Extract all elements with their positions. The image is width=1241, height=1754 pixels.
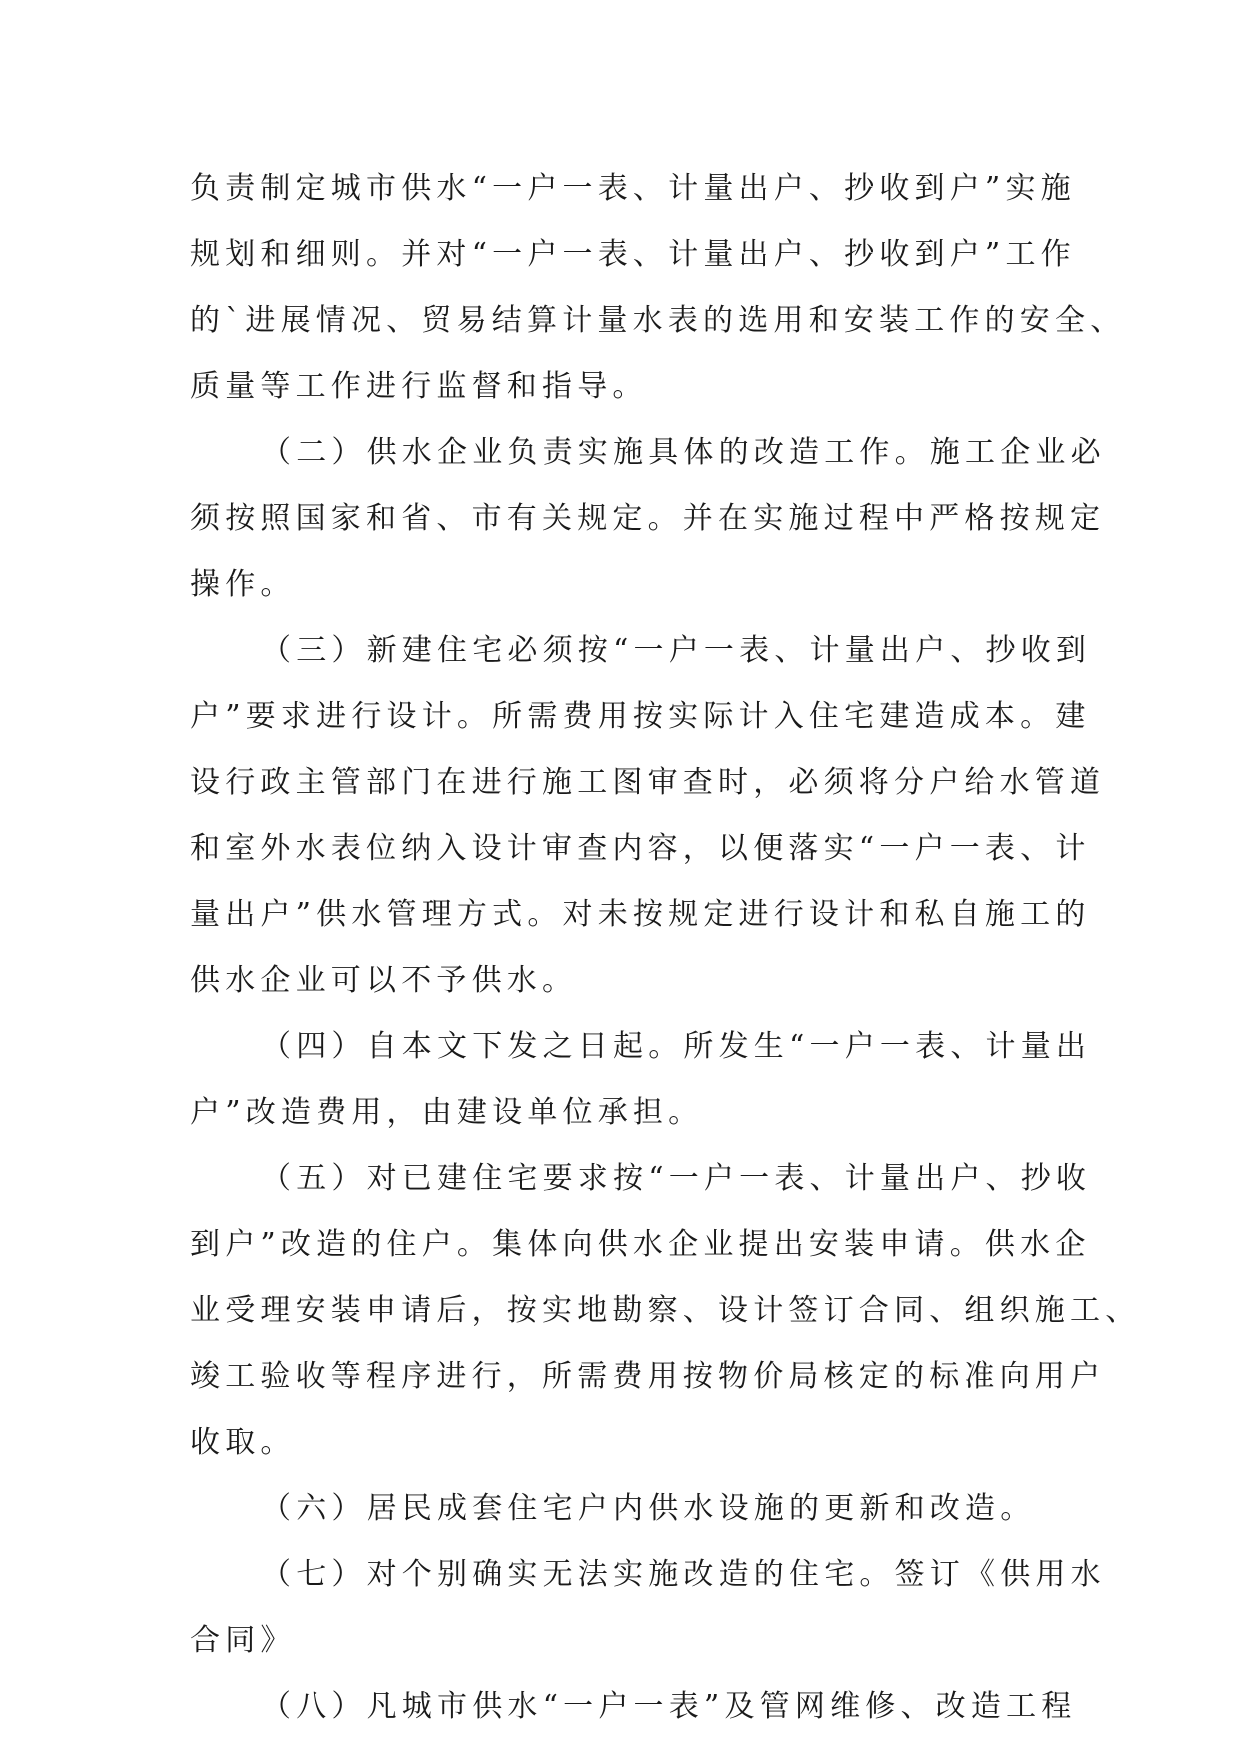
text-line: （四）自本文下发之日起。所发生“一户一表、计量出 bbox=[261, 1029, 1092, 1064]
text-line: 须按照国家和省、市有关规定。并在实施过程中严格按规定 bbox=[190, 501, 1106, 536]
text-line: （五）对已建住宅要求按“一户一表、计量出户、抄收 bbox=[261, 1161, 1092, 1196]
text-line: 到户”改造的住户。集体向供水企业提出安装申请。供水企 bbox=[190, 1227, 1091, 1262]
text-line: 供水企业可以不予供水。 bbox=[190, 963, 578, 998]
paragraph-item-2 bbox=[190, 420, 1106, 618]
text-line: 设行政主管部门在进行施工图审查时，必须将分户给水管道 bbox=[190, 765, 1106, 800]
text-line: 户”改造费用，由建设单位承担。 bbox=[190, 1095, 704, 1130]
paragraph-responsibilities bbox=[190, 156, 1126, 420]
document-body bbox=[190, 156, 1141, 1740]
text-line: （七）对个别确实无法实施改造的住宅。签订《供用水 bbox=[261, 1557, 1106, 1592]
paragraph-item-6 bbox=[190, 1476, 1070, 1542]
text-line: （二）供水企业负责实施具体的改造工作。施工企业必 bbox=[261, 435, 1106, 470]
text-line: （六）居民成套住宅户内供水设施的更新和改造。 bbox=[261, 1491, 1036, 1526]
text-line: 竣工验收等程序进行，所需费用按物价局核定的标准向用户 bbox=[190, 1359, 1106, 1394]
paragraph-item-7 bbox=[190, 1542, 1106, 1674]
text-line: （三）新建住宅必须按“一户一表、计量出户、抄收到 bbox=[261, 633, 1092, 668]
text-line: 和室外水表位纳入设计审查内容，以便落实“一户一表、计 bbox=[190, 831, 1091, 866]
paragraph-item-4 bbox=[190, 1014, 1092, 1146]
paragraph-item-3 bbox=[190, 618, 1106, 1014]
text-line: 收取。 bbox=[190, 1425, 296, 1460]
text-line: 量出户”供水管理方式。对未按规定进行设计和私自施工的 bbox=[190, 897, 1091, 932]
text-line: 合同》 bbox=[190, 1623, 296, 1658]
text-line: 业受理安装申请后，按实地勘察、设计签订合同、组织施工、 bbox=[190, 1293, 1141, 1328]
text-line: 规划和细则。并对“一户一表、计量出户、抄收到户”工作 bbox=[190, 237, 1076, 272]
paragraph-item-5 bbox=[190, 1146, 1141, 1476]
text-line: 质量等工作进行监督和指导。 bbox=[190, 369, 648, 404]
text-line: 负责制定城市供水“一户一表、计量出户、抄收到户”实施 bbox=[190, 171, 1076, 206]
text-line: 的`进展情况、贸易结算计量水表的选用和安装工作的安全、 bbox=[190, 303, 1126, 338]
text-line: 户”要求进行设计。所需费用按实际计入住宅建造成本。建 bbox=[190, 699, 1091, 734]
text-line: （八）凡城市供水“一户一表”及管网维修、改造工程 bbox=[261, 1689, 1077, 1724]
paragraph-item-8 bbox=[190, 1674, 1077, 1740]
text-line: 操作。 bbox=[190, 567, 296, 602]
